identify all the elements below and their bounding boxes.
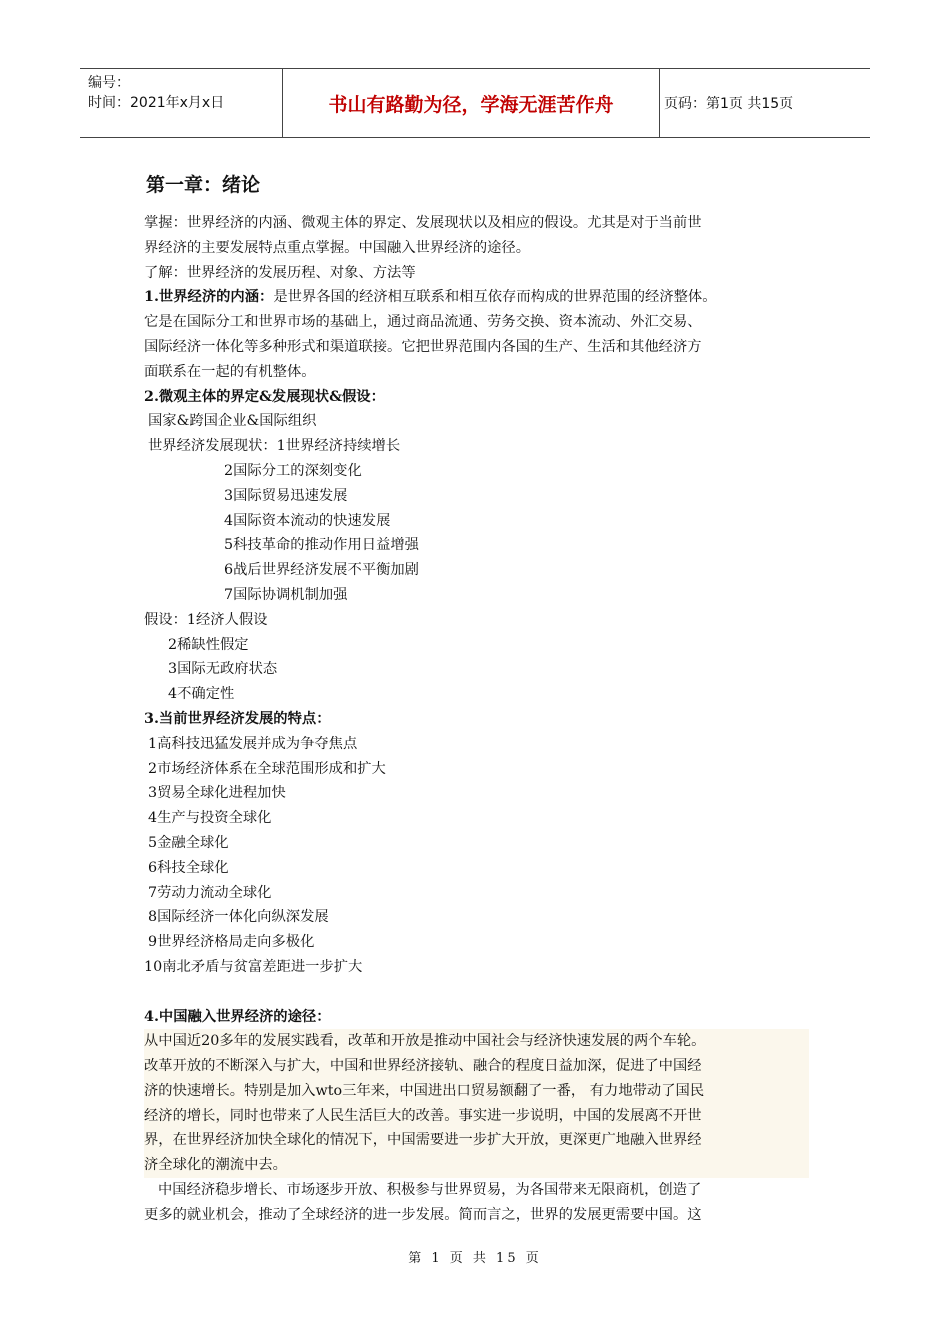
definition-text: 是世界各国的经济相互联系和相互依存而构成的世界范围的经济整体。	[273, 289, 717, 306]
section-heading: 1.世界经济的内涵：	[144, 289, 274, 306]
text-line: 了解：世界经济的发展历程、对象、方法等	[144, 264, 416, 281]
page-footer: 第 1 页 共 15 页	[408, 1251, 542, 1266]
text-line: 掌握：世界经济的内涵、微观主体的界定、发展现状以及相应的假设。尤其是对于当前世	[144, 215, 702, 231]
list-item: 7国际协调机制加强	[224, 586, 348, 603]
list-item: 4生产与投资全球化	[148, 810, 272, 827]
list-item: 2稀缺性假定	[168, 636, 249, 653]
list-item: 3国际贸易迅速发展	[224, 487, 348, 504]
text-line: 经济的增长，同时也带来了人民生活巨大的改善。事实进一步说明，中国的发展离不开世	[144, 1107, 702, 1124]
text-line: 国家&跨国企业&国际组织	[148, 413, 317, 430]
text-line: 济全球化的潮流中去。	[144, 1157, 287, 1174]
page-info: 页码：第1页 共15页	[664, 96, 794, 112]
list-item: 5金融全球化	[148, 834, 229, 851]
list-item: 5科技革命的推动作用日益增强	[224, 537, 419, 554]
spacer	[144, 980, 809, 1005]
text-line: 更多的就业机会，推动了全球经济的进一步发展。简而言之，世界的发展更需要中国。这	[144, 1206, 702, 1223]
text-line: 面联系在一起的有机整体。	[144, 363, 316, 380]
list-item: 3贸易全球化进程加快	[148, 785, 286, 802]
text-line: 世界经济发展现状：1世界经济持续增长	[148, 438, 401, 455]
text-line: 国际经济一体化等多种形式和渠道联接。它把世界范围内各国的生产、生活和其他经济方	[144, 338, 702, 355]
section-heading: 4.中国融入世界经济的途径：	[144, 1008, 331, 1025]
text-line: 它是在国际分工和世界市场的基础上，通过商品流通、劳务交换、资本流动、外汇交易、	[144, 314, 702, 331]
list-item: 7劳动力流动全球化	[148, 884, 272, 901]
text-line: 济的快速增长。特别是加入wto三年来，中国进出口贸易额翻了一番， 有力地带动了国民	[144, 1082, 705, 1099]
date-label: 时间：2021年x月x日	[88, 95, 225, 111]
text-line: 界，在世界经济加快全球化的情况下，中国需要进一步扩大开放，更深更广地融入世界经	[144, 1132, 702, 1149]
list-item: 3国际无政府状态	[168, 661, 278, 678]
highlighted-paragraph	[144, 1029, 809, 1178]
text-line: 改革开放的不断深入与扩大，中国和世界经济接轨、融合的程度日益加深，促进了中国经	[144, 1058, 702, 1075]
list-item: 4国际资本流动的快速发展	[224, 512, 391, 529]
text-line: 假设：1经济人假设	[144, 611, 268, 628]
document-body	[144, 170, 809, 1228]
chapter-title: 第一章：绪论	[146, 174, 261, 196]
list-item: 10南北矛盾与贫富差距进一步扩大	[144, 958, 363, 975]
text-line: 中国经济稳步增长、市场逐步开放、积极参与世界贸易，为各国带来无限商机，创造了	[158, 1182, 702, 1199]
list-item: 6科技全球化	[148, 859, 229, 876]
list-item: 6战后世界经济发展不平衡加剧	[224, 562, 419, 579]
section-heading: 3.当前世界经济发展的特点：	[144, 710, 331, 727]
list-item: 2国际分工的深刻变化	[224, 462, 362, 479]
text-line: 从中国近20多年的发展实践看，改革和开放是推动中国社会与经济快速发展的两个车轮。	[144, 1033, 706, 1050]
text-line	[144, 285, 809, 310]
list-item: 4不确定性	[168, 686, 235, 703]
page-header	[80, 68, 870, 138]
list-item: 9世界经济格局走向多极化	[148, 934, 315, 951]
serial-label: 编号：	[88, 75, 130, 91]
header-meta	[80, 69, 282, 137]
motto: 书山有路勤为径，学海无涯苦作舟	[282, 69, 660, 137]
list-item: 8国际经济一体化向纵深发展	[148, 909, 329, 926]
section-heading: 2.微观主体的界定&发展现状&假设：	[144, 388, 385, 405]
text-line: 界经济的主要发展特点重点掌握。中国融入世界经济的途径。	[144, 239, 531, 256]
list-item: 1高科技迅猛发展并成为争夺焦点	[148, 735, 358, 752]
list-item: 2市场经济体系在全球范围形成和扩大	[148, 760, 386, 777]
